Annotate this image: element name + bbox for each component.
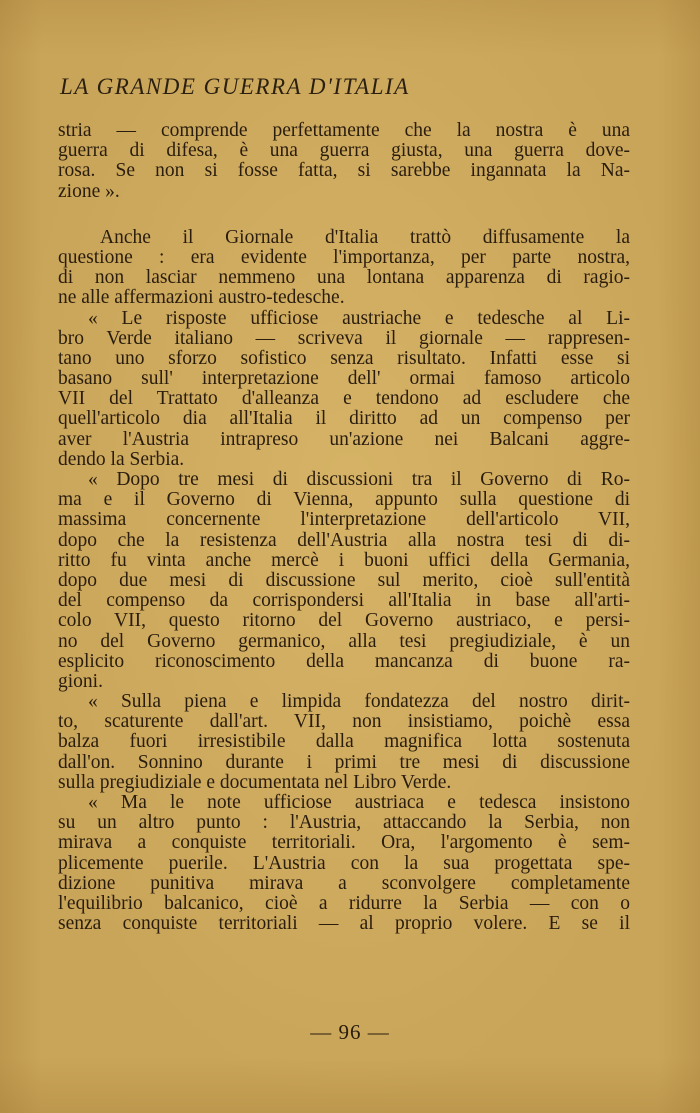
text-line: stria — comprende perfettamente che la nostra è una bbox=[58, 120, 630, 141]
text-line: ritto fu vinta anche mercè i buoni uffici della Germania, bbox=[58, 549, 630, 571]
text-line: plicemente puerile. L'Austria con la sua progettata spe- bbox=[58, 852, 630, 874]
text-line: « Ma le note ufficiose austriaca e tedesca insistono bbox=[88, 792, 630, 813]
text-line: VII del Trattato d'alleanza e tendono ad escludere che bbox=[58, 388, 630, 410]
text-line: l'equilibrio balcanico, cioè a ridurre la Serbia — con o bbox=[58, 892, 630, 914]
text-line: basano sull' interpretazione dell' ormai famoso articolo bbox=[58, 368, 630, 390]
text-line: guerra di difesa, è una guerra giusta, una guerra dove- bbox=[58, 140, 630, 162]
text-line: massima concernente l'interpretazione dell'articolo VII, bbox=[58, 509, 630, 531]
text-line: del compenso da corrispondersi all'Italia in base all'arti- bbox=[58, 590, 630, 612]
text-line: « Le risposte ufficiose austriache e tedesche al Li- bbox=[88, 307, 630, 329]
text-line: no del Governo germanico, alla tesi pregiudiziale, è un bbox=[58, 630, 630, 652]
text-line: gioni. bbox=[58, 670, 103, 692]
text-line: dopo che la resistenza dell'Austria alla nostra tesi di di- bbox=[58, 529, 630, 551]
running-head: LA GRANDE GUERRA D'ITALIA bbox=[60, 74, 410, 99]
text-line: « Sulla piena e limpida fondatezza del nostro dirit- bbox=[88, 691, 630, 713]
text-line: dopo due mesi di discussione sul merito, cioè sull'entità bbox=[58, 569, 630, 591]
text-line: mirava a conquiste territoriali. Ora, l'argomento è sem- bbox=[58, 832, 630, 854]
text-line: su un altro punto : l'Austria, attaccando la Serbia, non bbox=[58, 812, 630, 834]
text-line: senza conquiste territoriali — al proprio volere. E se il bbox=[58, 913, 630, 935]
text-line: dall'on. Sonnino durante i primi tre mesi di discussione bbox=[58, 751, 630, 773]
text-line: balza fuori irresistibile dalla magnifica lotta sostenuta bbox=[58, 731, 630, 753]
text-line: zione ». bbox=[58, 180, 120, 202]
text-line: quell'articolo dia all'Italia il diritto ad un compenso per bbox=[58, 408, 630, 430]
text-line: ne alle affermazioni austro-tedesche. bbox=[58, 287, 345, 309]
text-line: dendo la Serbia. bbox=[58, 448, 185, 470]
text-line: rosa. Se non si fosse fatta, si sarebbe ingannata la Na- bbox=[58, 160, 630, 182]
text-line: colo VII, questo ritorno del Governo austriaco, e persi- bbox=[58, 610, 630, 632]
text-line: tano uno sforzo sofistico senza risultato. Infatti esse si bbox=[58, 347, 630, 369]
text-line: sulla pregiudiziale e documentata nel Libro Verde. bbox=[58, 771, 452, 793]
text-line: esplicito riconoscimento della mancanza di buone ra- bbox=[58, 650, 630, 672]
text-line: di non lasciar nemmeno una lontana apparenza di ragio- bbox=[58, 267, 630, 289]
body-text bbox=[58, 121, 630, 934]
paragraph-gap bbox=[58, 202, 630, 228]
text-line: « Dopo tre mesi di discussioni tra il Governo di Ro- bbox=[88, 469, 630, 490]
text-line: dizione punitiva mirava a sconvolgere completamente bbox=[58, 872, 630, 894]
text-line: bro Verde italiano — scriveva il giornale — rappresen- bbox=[58, 327, 630, 349]
text-line: questione : era evidente l'importanza, per parte nostra, bbox=[58, 246, 630, 268]
text-line: to, scaturente dall'art. VII, non insistiamo, poichè essa bbox=[58, 711, 630, 733]
page-number: — 96 — bbox=[310, 1020, 390, 1044]
text-line: aver l'Austria intrapreso un'azione nei Balcani aggre- bbox=[58, 428, 630, 450]
text-line: Anche il Giornale d'Italia trattò diffusamente la bbox=[100, 226, 630, 248]
text-line: ma e il Governo di Vienna, appunto sulla questione di bbox=[58, 489, 630, 511]
